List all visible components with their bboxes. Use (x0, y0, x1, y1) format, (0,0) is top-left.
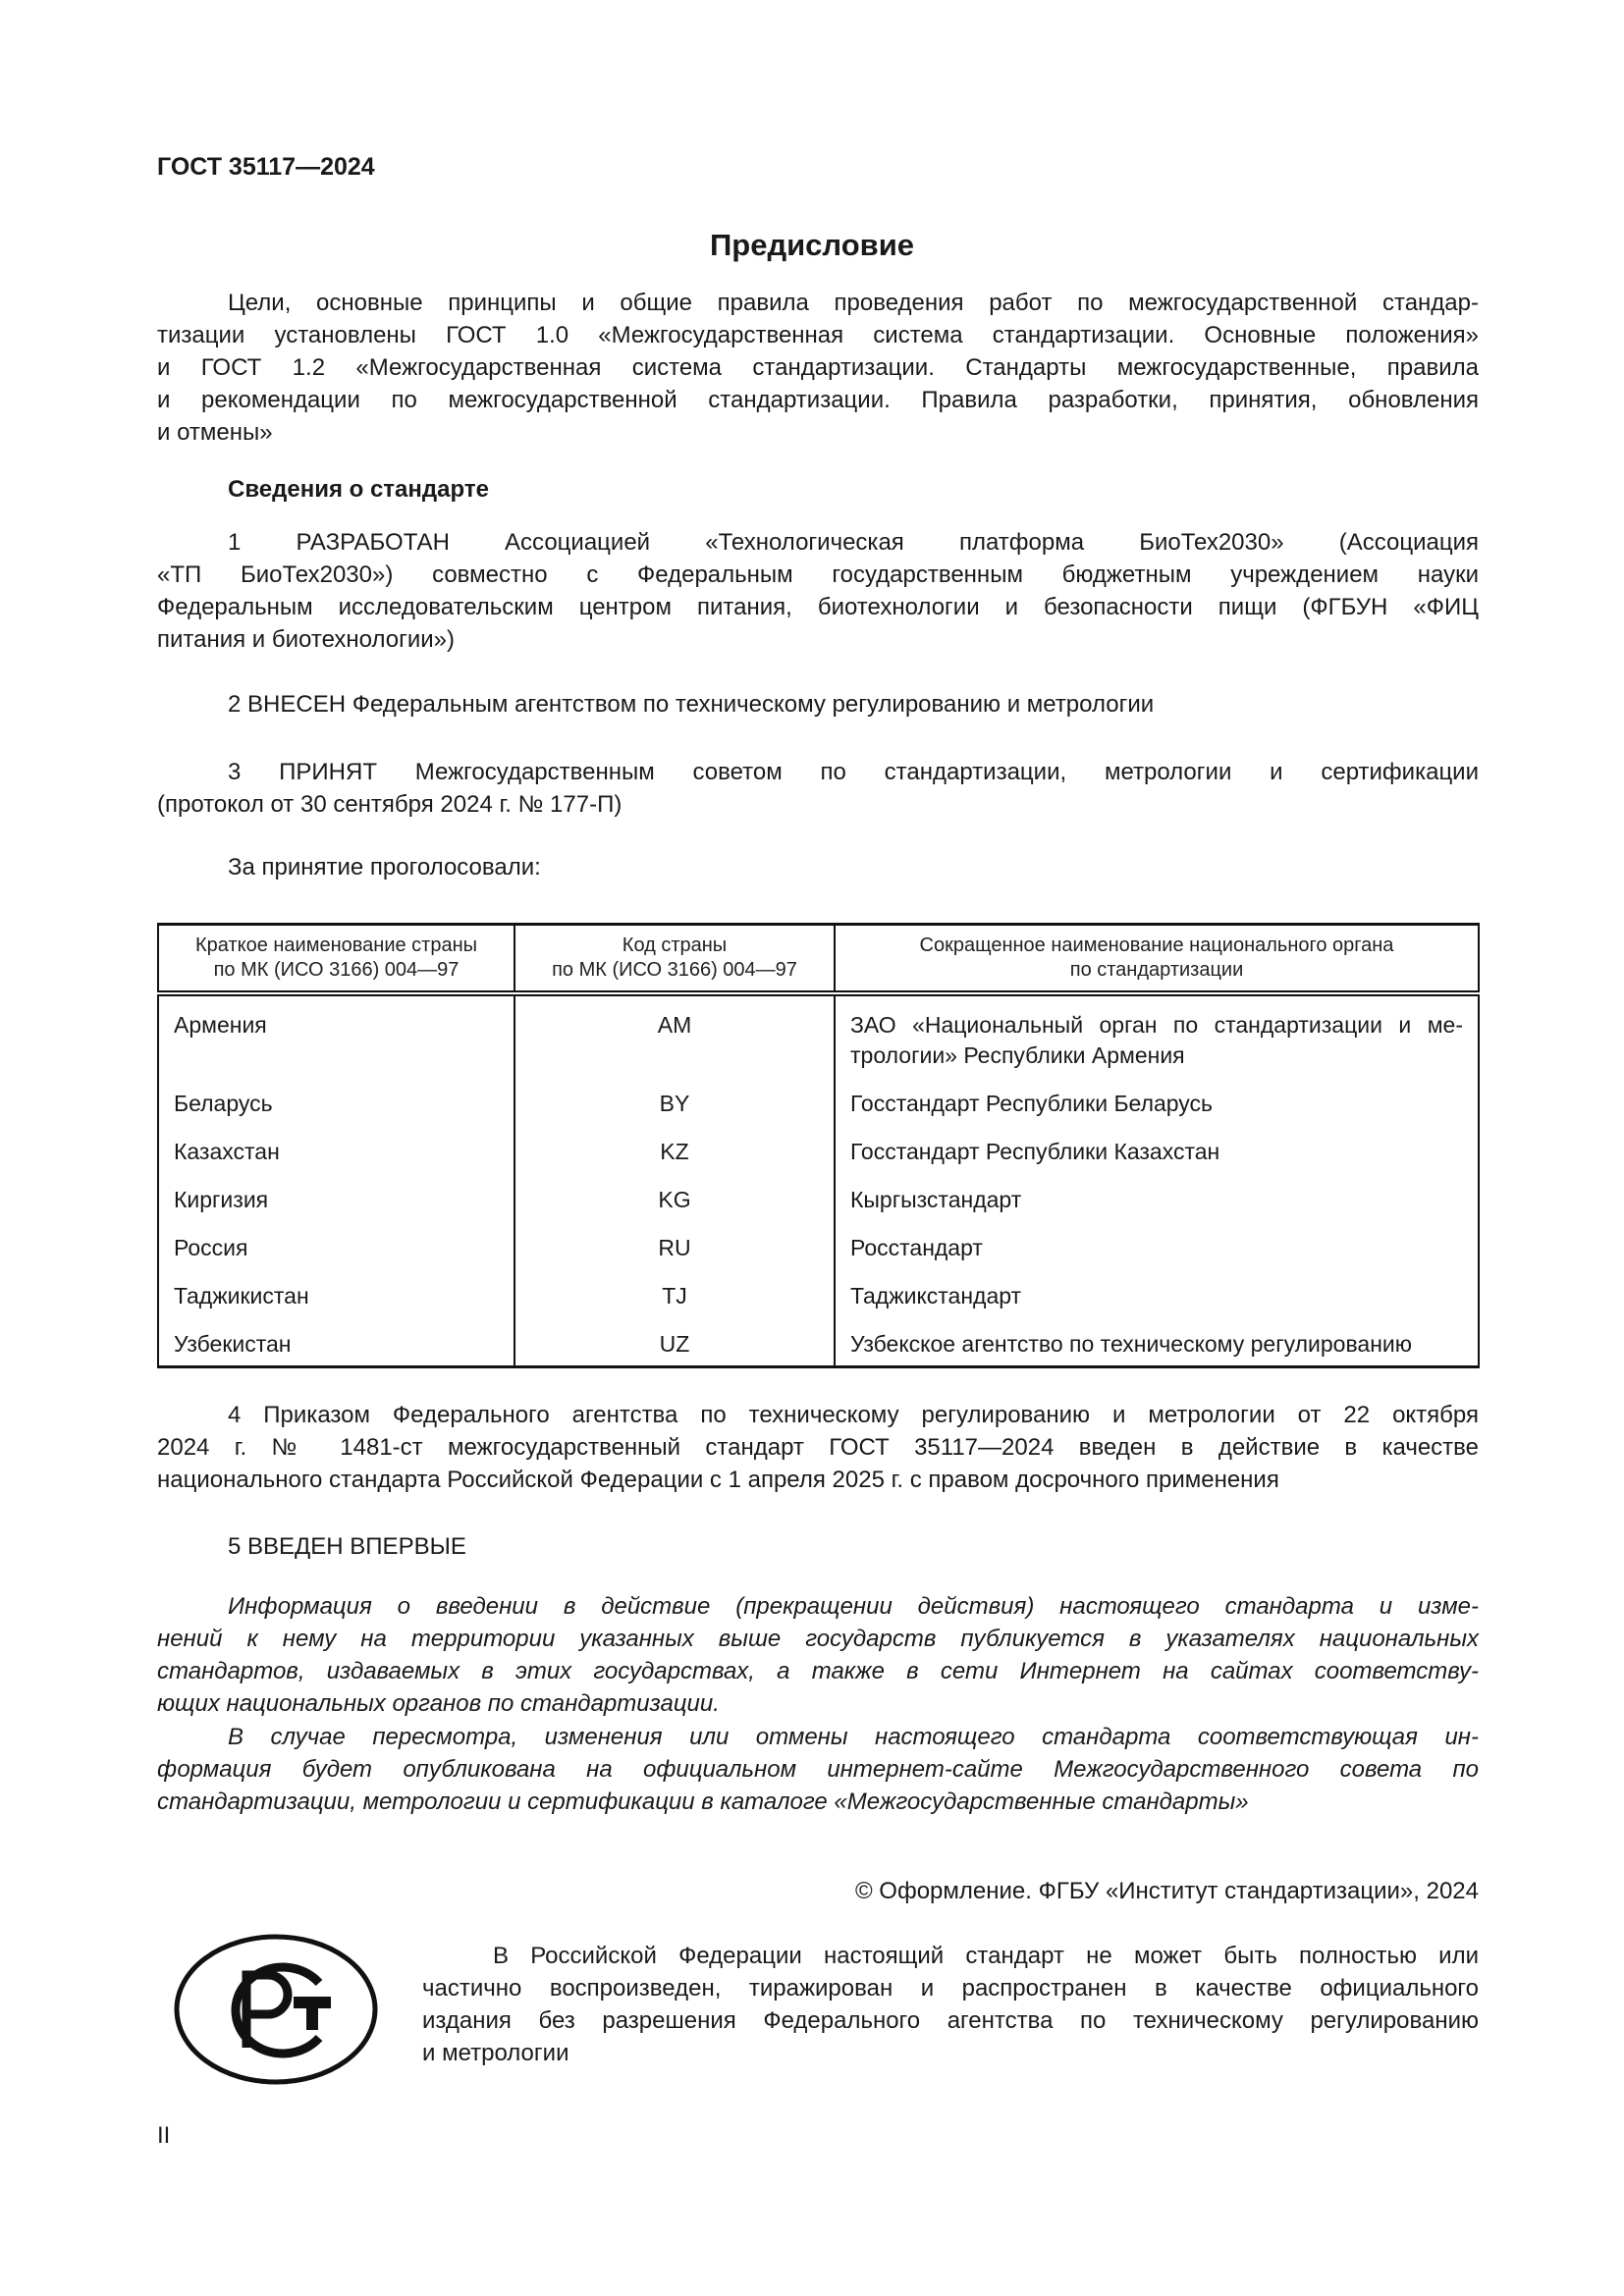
rst-logo-icon (172, 1932, 380, 2094)
standards-body-cell (835, 1263, 1479, 1311)
body-line: ЗАО «Национальный орган по стандартизации и ме- (850, 1012, 1463, 1038)
revision-paragraph (157, 1721, 1479, 1818)
country-cell: Узбекистан (158, 1311, 514, 1367)
text-line: и ГОСТ 1.2 «Межгосударственная система стандартизации. Стандарты межгосударственные, правила (157, 354, 1479, 381)
copyright-notice (422, 1940, 1479, 2069)
text-line: и метрологии (422, 2040, 569, 2066)
text-line: и отмены» (157, 419, 273, 446)
text-line: тизации установлены ГОСТ 1.0 «Межгосударственная система стандартизации. Основные положения» (157, 322, 1479, 348)
item-developed (157, 526, 1479, 656)
text-line: (протокол от 30 сентября 2024 г. № 177-П) (157, 791, 623, 818)
table-row (158, 1119, 1479, 1167)
table-row (158, 993, 1479, 1071)
code-cell: UZ (514, 1311, 835, 1367)
info-paragraph (157, 1590, 1479, 1720)
text-line: издания без разрешения Федерального агентства по техническому регулированию (422, 2007, 1479, 2034)
table-row (158, 1263, 1479, 1311)
text-line: В Российской Федерации настоящий стандарт не может быть полностью или (493, 1943, 1479, 1969)
intro-paragraph (157, 287, 1479, 449)
standards-body-cell (835, 993, 1479, 1071)
standards-body-cell (835, 1071, 1479, 1119)
text-line: «ТП БиоТех2030») совместно с Федеральным государственным бюджетным учреждением науки (157, 561, 1479, 588)
text-line: 2024 г. № 1481-ст межгосударственный стандарт ГОСТ 35117—2024 введен в действие в качестве (157, 1434, 1479, 1461)
header-line: по МК (ИСО 3166) 004—97 (213, 959, 460, 981)
header-line: по стандартизации (1069, 959, 1244, 981)
code-cell: BY (514, 1071, 835, 1119)
body-line: трологии» Республики Армения (850, 1042, 1185, 1068)
code-cell: TJ (514, 1263, 835, 1311)
country-cell: Таджикистан (158, 1263, 514, 1311)
text-line: питания и биотехнологии») (157, 626, 455, 653)
text-line: В случае пересмотра, изменения или отмены настоящего стандарта соответствующая ин- (228, 1724, 1479, 1750)
item-first-introduced (157, 1530, 1479, 1563)
text-line: ющих национальных органов по стандартизации. (157, 1690, 720, 1717)
voting-table (157, 923, 1480, 1368)
code-cell: KZ (514, 1119, 835, 1167)
code-cell: RU (514, 1215, 835, 1263)
vote-label: За принятие проголосовали: (228, 854, 541, 881)
text-line: стандартов, издаваемых в этих государствах, а также в сети Интернет на сайтах соответству- (157, 1658, 1479, 1684)
copyright: © Оформление. ФГБУ «Институт стандартизации», 2024 (854, 1878, 1479, 1904)
standards-body-cell (835, 1119, 1479, 1167)
page-number: II (157, 2122, 171, 2149)
text-line: Цели, основные принципы и общие правила проведения работ по межгосударственной стандар- (228, 290, 1479, 316)
standards-body-cell (835, 1311, 1479, 1367)
column-header-body (835, 925, 1479, 994)
country-cell: Армения (158, 993, 514, 1071)
text-line: частично воспроизведен, тиражирован и распространен в качестве официального (422, 1975, 1479, 2002)
column-header-country (158, 925, 514, 994)
body-line: Кыргызстандарт (850, 1187, 1022, 1212)
text-line: 2 ВНЕСЕН Федеральным агентством по техническому регулированию и метрологии (228, 691, 1155, 718)
text-line: стандартизации, метрологии и сертификации в каталоге «Межгосударственные стандарты» (157, 1789, 1249, 1815)
table-row (158, 1071, 1479, 1119)
code-cell: AM (514, 993, 835, 1071)
text-line: национального стандарта Российской Федерации с 1 апреля 2025 г. с правом досрочного применения (157, 1467, 1279, 1493)
text-line: формация будет опубликована на официальном интернет-сайте Межгосударственного совета по (157, 1756, 1479, 1783)
body-line: Росстандарт (850, 1235, 983, 1260)
text-line: и рекомендации по межгосударственной стандартизации. Правила разработки, принятия, обновления (157, 387, 1479, 413)
item-order (157, 1399, 1479, 1496)
standards-body-cell (835, 1215, 1479, 1263)
body-line: Узбекское агентство по техническому регулированию (850, 1331, 1413, 1357)
body-line: Госстандарт Республики Беларусь (850, 1091, 1214, 1116)
item-introduced (157, 688, 1479, 721)
header-line: Краткое наименование страны (194, 934, 478, 956)
text-line: Информация о введении в действие (прекращении действия) настоящего стандарта и изме- (228, 1593, 1479, 1620)
country-cell: Казахстан (158, 1119, 514, 1167)
country-cell: Россия (158, 1215, 514, 1263)
header-line: Сокращенное наименование национального органа (919, 934, 1394, 956)
header-line: Код страны (622, 934, 728, 956)
code-cell: KG (514, 1167, 835, 1215)
text-line: 3 ПРИНЯТ Межгосударственным советом по стандартизации, метрологии и сертификации (228, 759, 1479, 785)
header-line: по МК (ИСО 3166) 004—97 (552, 959, 797, 981)
table-header-row (158, 925, 1479, 994)
standards-body-cell (835, 1167, 1479, 1215)
text-line: 5 ВВЕДЕН ВПЕРВЫЕ (228, 1533, 466, 1560)
section-heading: Сведения о стандарте (228, 476, 489, 503)
item-adopted (157, 756, 1479, 821)
country-cell: Беларусь (158, 1071, 514, 1119)
text-line: 1 РАЗРАБОТАН Ассоциацией «Технологическая платформа БиоТех2030» (Ассоциация (228, 529, 1479, 556)
table-row (158, 1167, 1479, 1215)
text-line: нений к нему на территории указанных выше государств публикуется в указателях национальных (157, 1626, 1479, 1652)
text-line: Федеральным исследовательским центром питания, биотехнологии и безопасности пищи (ФГБУН «ФИЦ (157, 594, 1479, 620)
column-header-code (514, 925, 835, 994)
document-number: ГОСТ 35117—2024 (157, 153, 375, 181)
body-line: Госстандарт Республики Казахстан (850, 1139, 1220, 1164)
country-cell: Киргизия (158, 1167, 514, 1215)
body-line: Таджикстандарт (850, 1283, 1022, 1308)
table-row (158, 1311, 1479, 1367)
table-row (158, 1215, 1479, 1263)
page-title: Предисловие (709, 228, 914, 262)
text-line: 4 Приказом Федерального агентства по техническому регулированию и метрологии от 22 октября (228, 1402, 1479, 1428)
